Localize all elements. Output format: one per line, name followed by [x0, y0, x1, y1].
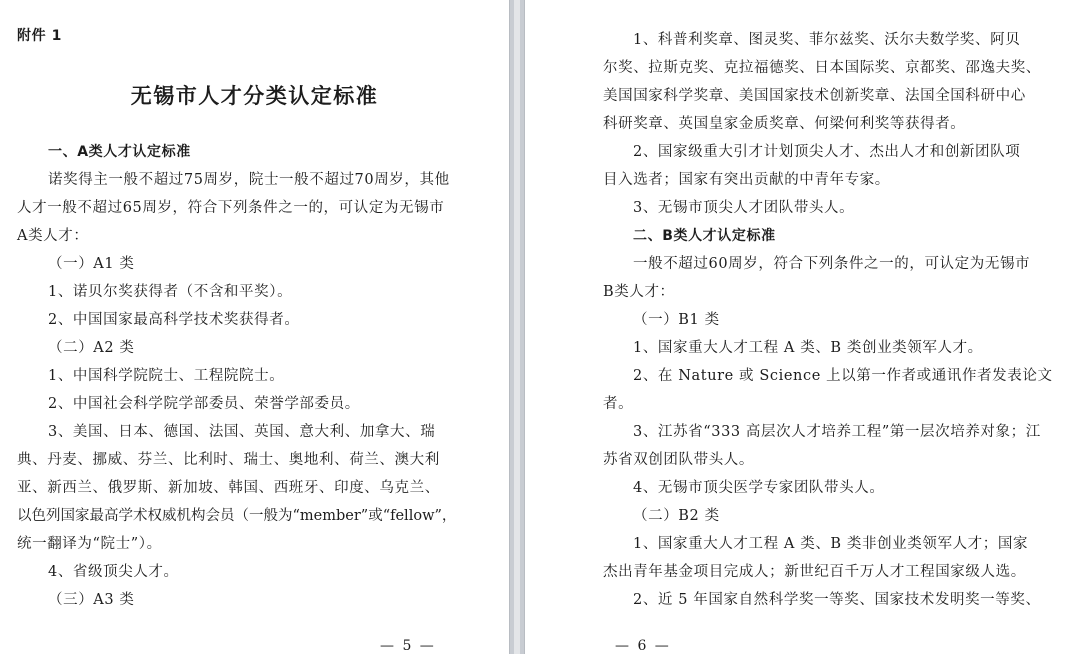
text-line: 诺奖得主一般不超过75周岁，院士一般不超过70周岁，其他 [48, 172, 450, 188]
page-number: — 6 — [615, 638, 671, 654]
section-heading: 一、A类人才认定标准 [48, 144, 191, 160]
text-line: 统一翻译为“院士”）。 [17, 536, 162, 552]
subsection-heading: （二）B2 类 [633, 508, 720, 524]
text-line: 人才一般不超过65周岁，符合下列条件之一的，可认定为无锡市 [17, 200, 445, 216]
text-line: 3、美国、日本、德国、法国、英国、意大利、加拿大、瑞 [48, 424, 436, 440]
annex-label: 附件 1 [17, 28, 63, 44]
text-line: 目入选者；国家有突出贡献的中青年专家。 [603, 172, 890, 188]
text-line: 1、诺贝尔奖获得者（不含和平奖）。 [48, 284, 293, 300]
document-title: 无锡市人才分类认定标准 [130, 84, 379, 108]
text-line: 2、近 5 年国家自然科学奖一等奖、国家技术发明奖一等奖、 [633, 592, 1041, 608]
page-number: — 5 — [380, 638, 436, 654]
page-right [525, 0, 1080, 654]
text-line: 苏省双创团队带头人。 [603, 452, 754, 468]
text-line: 尔奖、拉斯克奖、克拉福德奖、日本国际奖、京都奖、邵逸夫奖、 [603, 60, 1041, 76]
text-line: 一般不超过60周岁，符合下列条件之一的，可认定为无锡市 [633, 256, 1031, 272]
text-line: A类人才： [17, 228, 89, 244]
text-line: 2、在 Nature 或 Science 上以第一作者或通讯作者发表论文 [633, 368, 1053, 384]
text-line: 杰出青年基金项目完成人；新世纪百千万人才工程国家级人选。 [603, 564, 1026, 580]
text-line: 2、国家级重大引才计划顶尖人才、杰出人才和创新团队项 [633, 144, 1021, 160]
subsection-heading: （一）A1 类 [48, 256, 135, 272]
text-line: 3、江苏省“333 高层次人才培养工程”第一层次培养对象；江 [633, 424, 1041, 440]
text-line: 2、中国社会科学院学部委员、荣誉学部委员。 [48, 396, 360, 412]
text-line: 1、科普利奖章、图灵奖、菲尔兹奖、沃尔夫数学奖、阿贝 [633, 32, 1021, 48]
text-line: 1、国家重大人才工程 A 类、B 类非创业类领军人才；国家 [633, 536, 1029, 552]
text-line: 1、国家重大人才工程 A 类、B 类创业类领军人才。 [633, 340, 983, 356]
text-line: 亚、新西兰、俄罗斯、新加坡、韩国、西班牙、印度、乌克兰、 [17, 480, 440, 496]
text-line: 科研奖章、英国皇家金质奖章、何梁何利奖等获得者。 [603, 116, 966, 132]
text-line: 者。 [603, 396, 634, 412]
page-gutter [509, 0, 525, 654]
text-line: 2、中国国家最高科学技术奖获得者。 [48, 312, 300, 328]
section-heading: 二、B类人才认定标准 [633, 228, 776, 244]
text-line: 3、无锡市顶尖人才团队带头人。 [633, 200, 855, 216]
subsection-heading: （三）A3 类 [48, 592, 135, 608]
subsection-heading: （一）B1 类 [633, 312, 720, 328]
subsection-heading: （二）A2 类 [48, 340, 135, 356]
text-line: 4、无锡市顶尖医学专家团队带头人。 [633, 480, 885, 496]
text-line: B类人才： [603, 284, 675, 300]
page-left [0, 0, 509, 654]
text-line: 1、中国科学院院士、工程院院士。 [48, 368, 285, 384]
text-line: 4、省级顶尖人才。 [48, 564, 179, 580]
text-line: 典、丹麦、挪威、芬兰、比利时、瑞士、奥地利、荷兰、澳大利 [17, 452, 440, 468]
text-line: 美国国家科学奖章、美国国家技术创新奖章、法国全国科研中心 [603, 88, 1026, 104]
text-line: 以色列国家最高学术权威机构会员（一般为“member”或“fellow”， [17, 508, 457, 524]
